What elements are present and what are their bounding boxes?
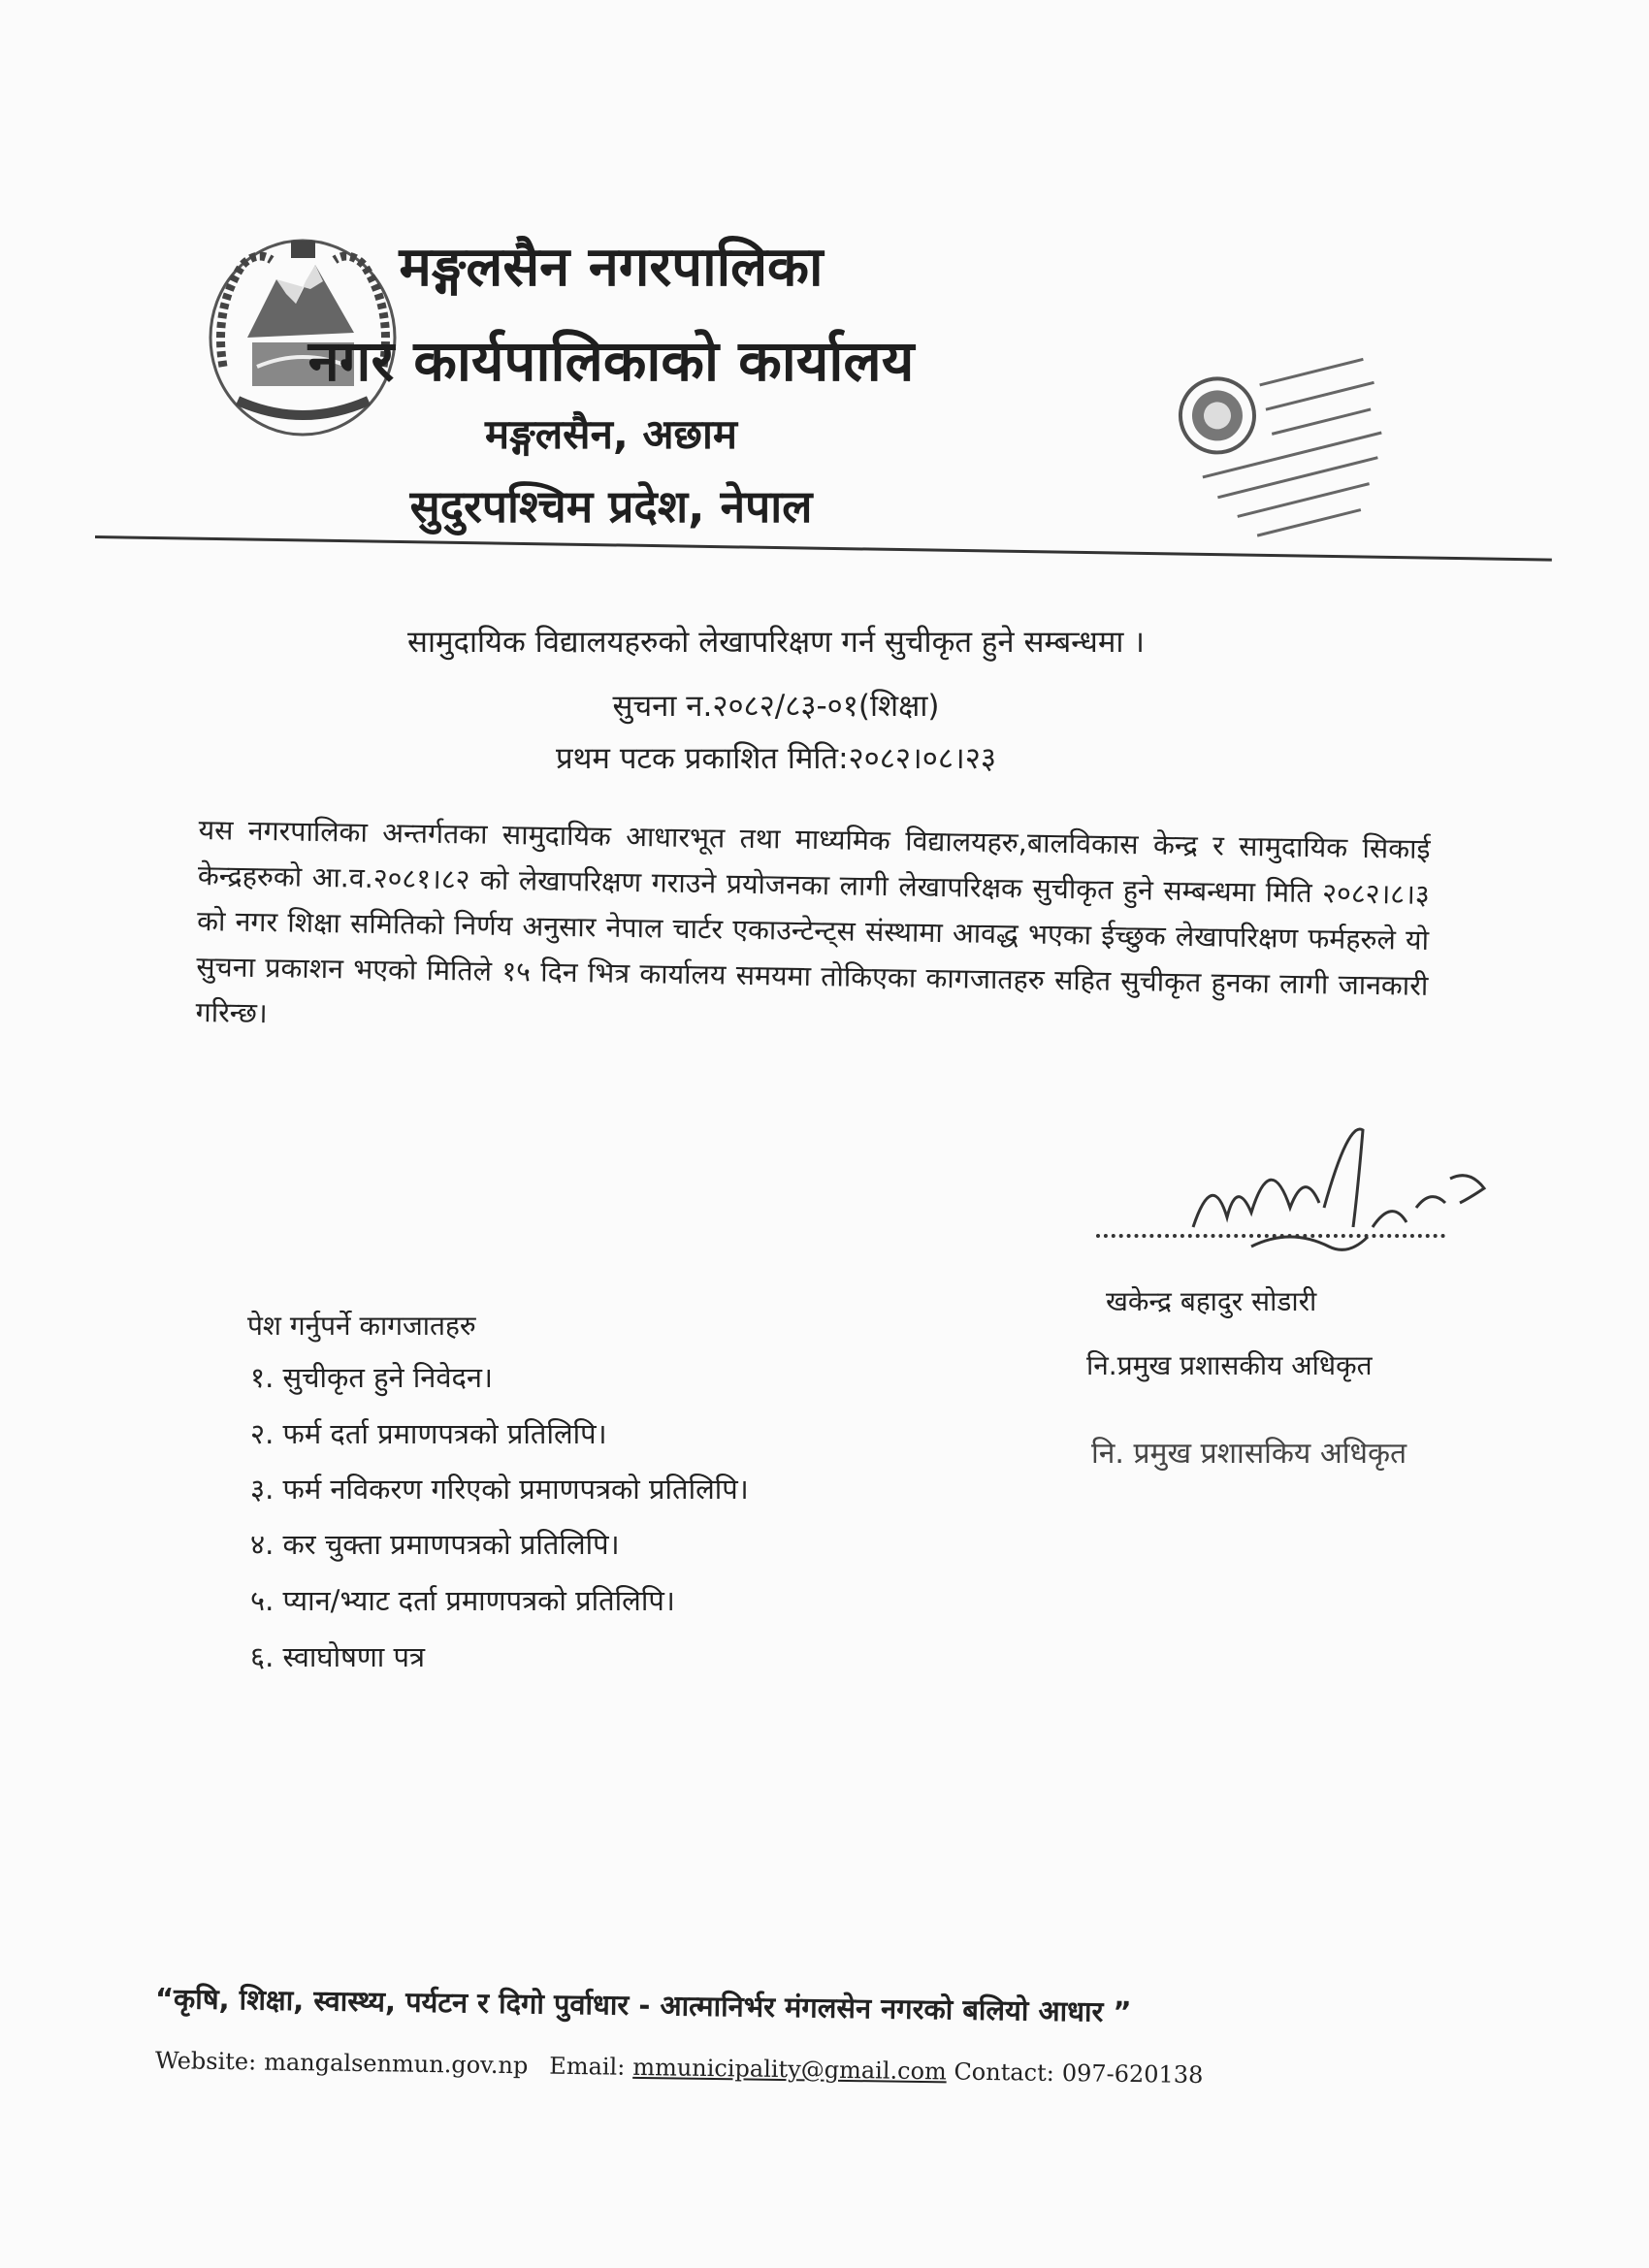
list-item: ५. प्यान/भ्याट दर्ता प्रमाणपत्रको प्रतिलिपि। bbox=[250, 1584, 675, 1617]
office-name-line-2: नगर कार्यपालिकाको कार्यालय bbox=[307, 328, 915, 394]
list-item: ६. स्वाघोषणा पत्र bbox=[250, 1640, 426, 1673]
office-round-seal-icon bbox=[1158, 324, 1431, 568]
contact-label: Contact: bbox=[954, 2057, 1055, 2087]
notice-body: यस नगरपालिका अन्तर्गतका सामुदायिक आधारभूत तथा माध्यमिक विद्यालयहरु,बालविकास केन्द्र र सामुदायिक सिकाई केन्द्रहरुको आ.व.२०८१।८२ को लेखापरिक्षण गराउने प्रयोजनका लागी लेखापरिक्षक सुचीकृत हुने सम्बन्धमा मिति २०८२।८।३ को नगर शिक्षा समितिको निर्णय अनुसार नेपाल चार्टर एकाउन्टेन्ट्स संस्थामा आवद्ध भएका ईच्छुक लेखापरिक्षण फर्महरुले यो सुचना प्रकाशन भएको मितिले १५ दिन भित्र कार्यालय समयमा तोकिएका कागजातहरु सहित सुचीकृत हुनका लागी जानकारी गरिन्छ। bbox=[195, 813, 1431, 1030]
office-name-line-1: मङ्गलसैन नगरपालिका bbox=[399, 236, 824, 299]
documents-heading: पेश गर्नुपर्ने कागजातहरु bbox=[247, 1310, 476, 1342]
notice-subject: सामुदायिक विद्यालयहरुको लेखापरिक्षण गर्न सुचीकृत हुने सम्बन्धमा । bbox=[407, 625, 1145, 660]
list-item: ३. फर्म नविकरण गरिएको प्रमाणपत्रको प्रतिलिपि। bbox=[250, 1473, 749, 1506]
signatory-name: खकेन्द्र बहादुर सोडारी bbox=[1106, 1285, 1317, 1317]
email-label: Email: bbox=[549, 2052, 626, 2081]
website-label: Website: bbox=[154, 2047, 257, 2076]
website-link[interactable]: mangalsenmun.gov.np bbox=[263, 2048, 529, 2080]
signature-line bbox=[1096, 1234, 1445, 1238]
header-divider bbox=[95, 535, 1552, 562]
list-item: २. फर्म दर्ता प्रमाणपत्रको प्रतिलिपि। bbox=[250, 1417, 607, 1450]
office-address-line: मङ्गलसैन, अछाम bbox=[485, 410, 737, 458]
email-link[interactable]: mmunicipality@gmail.com bbox=[632, 2053, 947, 2086]
designation-stamp: नि. प्रमुख प्रशासकिय अधिकृत bbox=[1091, 1437, 1407, 1471]
handwritten-signature-icon bbox=[1183, 1111, 1504, 1276]
list-item: १. सुचीकृत हुने निवेदन। bbox=[250, 1361, 493, 1394]
notice-number: सुचना न.२०८२/८३-०१(शिक्षा) bbox=[612, 689, 940, 724]
footer-contact bbox=[155, 2047, 1533, 2093]
contact-phone: 097-620138 bbox=[1061, 2059, 1204, 2090]
signatory-title: नि.प्रमुख प्रशासकीय अधिकृत bbox=[1086, 1349, 1373, 1381]
list-item: ४. कर चुक्ता प्रमाणपत्रको प्रतिलिपि। bbox=[250, 1528, 620, 1561]
footer-slogan: “कृषि, शिक्षा, स्वास्थ्य, पर्यटन र दिगो पुर्वाधार - आत्मानिर्भर मंगलसेन नगरको बलियो आधार ” bbox=[154, 1982, 1132, 2029]
publication-date: प्रथम पटक प्रकाशित मिति:२०८२।०८।२३ bbox=[555, 741, 996, 776]
office-province-line: सुदुरपश्चिम प्रदेश, नेपाल bbox=[409, 480, 813, 533]
